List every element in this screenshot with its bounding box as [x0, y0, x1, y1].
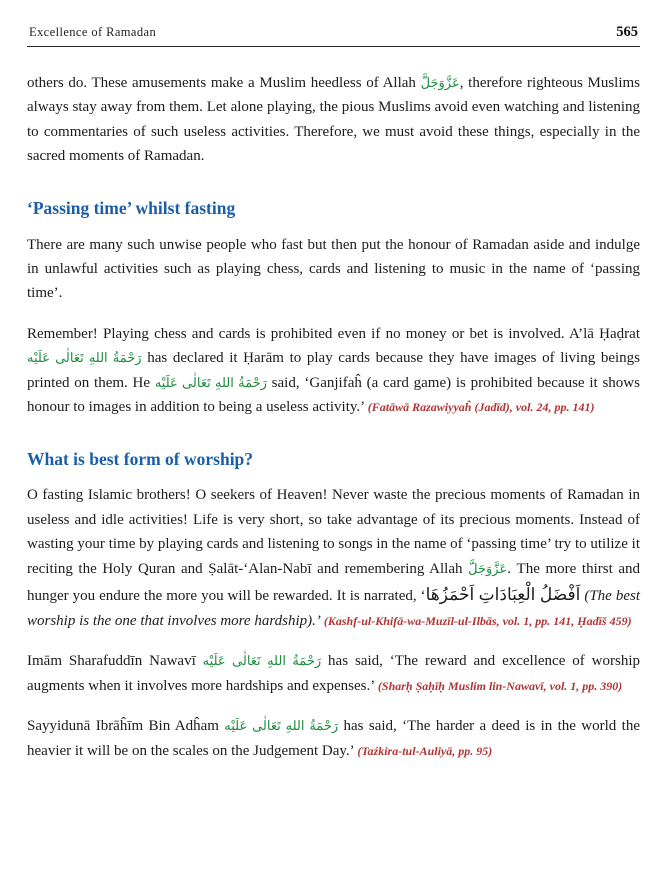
arabic-honorific: عَزَّوَجَلَّ: [468, 560, 508, 576]
header-rule: [27, 46, 640, 47]
text-run: , therefore righteous Muslims always stay away from them. Let alone playing, the pious Muslims avoid even watching and listening to commentaries of such useless activities. Therefore, we must avoid these things, especially in the sacred moments of Ramadan.: [27, 75, 641, 165]
arabic-honorific: رَحْمَةُ اللهِ تَعَالٰی عَلَیْه: [27, 350, 142, 366]
text-run: . The more thirst and hunger you endure the more you will be rewarded. It is narrated, ‘: [27, 560, 640, 605]
paragraph-intro: [27, 71, 640, 169]
arabic-honorific: رَحْمَةُ اللهِ تَعَالٰی عَلَیْه: [202, 653, 322, 669]
text-run: others do. These amusements make a Muslim heedless of Allah: [27, 75, 421, 91]
arabic-honorific: عَزَّوَجَلَّ: [420, 75, 460, 90]
arabic-honorific: رَحْمَةُ اللهِ تَعَالٰی عَلَیْه: [154, 374, 267, 390]
text-run: There are many such unwise people who fast but then put the honour of Ramadan aside and indulge in unlawful activities such as playing chess, cards and listening to music in the name of ‘passing time’.: [27, 236, 640, 302]
section-heading-best-worship: What is best form of worship?: [27, 448, 254, 469]
paragraph-passing-time-2: [27, 322, 640, 420]
citation-fatawa-razawiyyah: (Fatāwā Razawiyyaĥ (Jadīd), vol. 24, pp. 141): [367, 400, 595, 415]
running-title: Excellence of Ramadan: [29, 25, 157, 39]
text-run: has declared it Ḥarām to play cards because they have images of living beings printed on them. He: [27, 350, 640, 391]
text-run: Sayyidunā Ibrāĥīm Bin Adĥam: [27, 718, 225, 735]
text-run: said, ‘Ganjifaĥ (a card game) is prohibited because it shows honour to images in addition to being a useless activity.’: [27, 374, 640, 416]
citation-tazkira-tul-auliya: (Taźkira-tul-Auliyā, pp. 95): [357, 743, 493, 758]
citation-sharh-sahih-muslim: (Sharḥ Ṣaḥīḥ Muslim lin-Nawavī, vol. 1, pp. 390): [377, 678, 623, 693]
text-run: Imām Sharafuddīn Nawavī: [27, 653, 203, 670]
hadith-translation: (The best worship is the one that involves more hardship).’: [27, 588, 640, 629]
paragraph-imam-nawavi: [27, 649, 640, 698]
paragraph-passing-time-1: [27, 233, 640, 306]
page-header: [27, 24, 640, 46]
text-run: Remember! Playing chess and cards is prohibited even if no money or bet is involved. A’lā Ḥaḍrat: [27, 325, 640, 342]
citation-kashf-ul-khifa: (Kashf-ul-Khifā-wa-Muzīl-ul-Ilbās, vol. 1, pp. 141, Ḥadīš 459): [320, 613, 632, 628]
paragraph-best-worship: [27, 483, 640, 633]
page-body: [27, 71, 640, 763]
section-heading-passing-time: ‘Passing time’ whilst fasting: [27, 197, 236, 218]
text-run: has said, ‘The reward and excellence of worship augments when it involves more hardships and expenses.’: [27, 653, 641, 694]
paragraph-ibrahim-bin-adham: [27, 714, 640, 763]
text-run: O fasting Islamic brothers! O seekers of Heaven! Never waste the precious moments of Ramadan in useless and idle activities! Life is very short, so take advantage of its precious moments. Instead of wasting your time by playing cards and listening to songs in the name of ‘passing time’ try to utilize it reciting the Holy Quran and Ṣalāt-‘Alan-Nabī and remembering Allah: [27, 487, 640, 577]
arabic-honorific: رَحْمَةُ اللهِ تَعَالٰی عَلَیْه: [224, 718, 339, 734]
arabic-hadith-quote: اَفْضَلُ الْعِبَادَاتِ اَحْمَزُهَا: [425, 585, 581, 605]
text-run: has said, ‘The harder a deed is in the world the heavier it will be on the scales on the Judgement Day.’: [27, 718, 640, 759]
page-number: 565: [616, 24, 638, 40]
